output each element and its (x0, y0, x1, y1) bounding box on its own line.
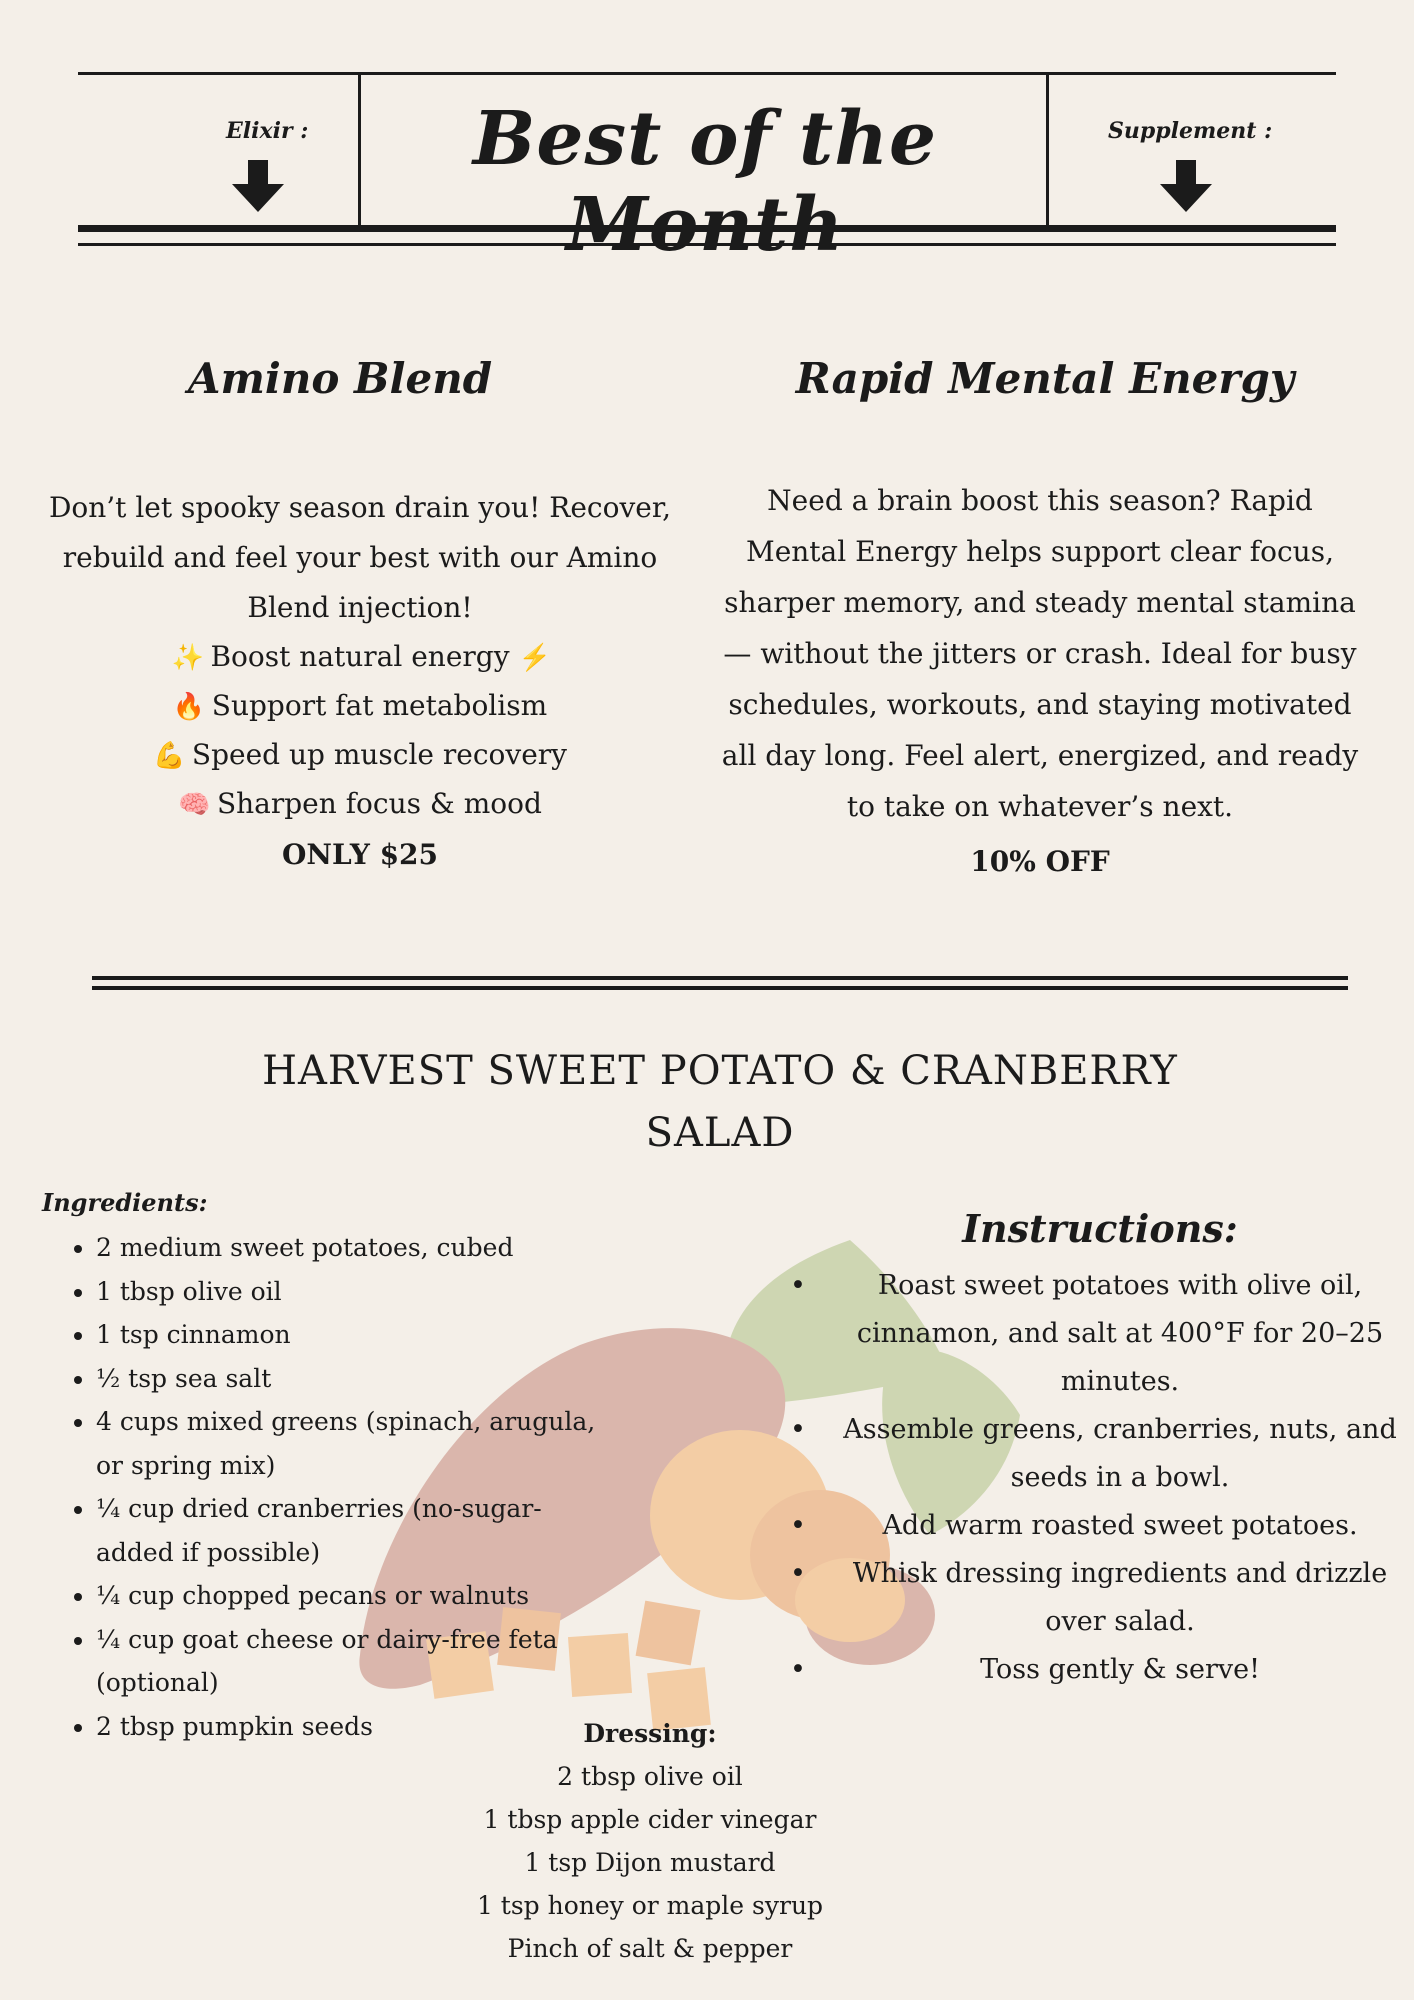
sparkles-icon: ✨ (171, 643, 204, 673)
bullet-icon: • (790, 1270, 806, 1301)
supplement-label: Supplement : (1108, 118, 1273, 144)
benefit-item (30, 682, 690, 731)
elixir-intro-line: Blend injection! (247, 591, 473, 624)
elixir-description (30, 483, 690, 881)
list-item: Pinch of salt & pepper (507, 1934, 793, 1963)
list-item: 2 tbsp olive oil (557, 1762, 743, 1791)
supplement-line: Mental Energy helps support clear focus, (746, 535, 1334, 568)
instruction-text: Toss gently & serve! (980, 1654, 1260, 1685)
list-item: 1 tsp Dijon mustard (524, 1848, 776, 1877)
list-item (790, 1502, 1410, 1550)
benefit-text: Sharpen focus & mood (216, 787, 542, 820)
dressing-heading: Dressing: (583, 1719, 717, 1748)
elixir-offer: ONLY $25 (281, 838, 439, 871)
list-item (790, 1262, 1410, 1406)
instruction-text: Roast sweet potatoes with olive oil, cinnamon, and salt at 400°F for 20–25 minutes. (856, 1270, 1384, 1397)
bullet-icon: • (790, 1510, 806, 1541)
bullet-icon: • (790, 1654, 806, 1685)
supplement-description (700, 475, 1380, 887)
brain-icon: 🧠 (178, 790, 211, 820)
benefit-text: Speed up muscle recovery (191, 738, 567, 771)
bullet-icon: • (790, 1414, 806, 1445)
down-arrow-icon (230, 158, 286, 214)
list-item: • 2 medium sweet potatoes, cubed (96, 1226, 656, 1270)
instruction-text: Whisk dressing ingredients and drizzle over salad. (852, 1558, 1388, 1637)
benefit-item (30, 780, 690, 829)
elixir-intro-line: Don’t let spooky season drain you! Recover, (48, 491, 672, 524)
instruction-text: Assemble greens, cranberries, nuts, and seeds in a bowl. (843, 1414, 1397, 1493)
instructions-heading: Instructions: (962, 1206, 1238, 1251)
list-item: • ¼ cup goat cheese or dairy-free feta (optional) (96, 1618, 596, 1705)
supplement-line: sharper memory, and steady mental stamina (724, 586, 1356, 619)
list-item: 1 tbsp apple cider vinegar (483, 1805, 817, 1834)
page-title: Best of the Month (472, 96, 938, 268)
list-item: • 4 cups mixed greens (spinach, arugula, or spring mix) (96, 1400, 596, 1487)
list-item: • 1 tsp cinnamon (96, 1313, 656, 1357)
supplement-line: Need a brain boost this season? Rapid (767, 484, 1313, 517)
recipe-title (200, 1040, 1240, 1164)
flexed-biceps-icon: 💪 (153, 741, 186, 771)
benefit-text: Boost natural energy (210, 640, 510, 673)
header-right-divider (1046, 72, 1049, 225)
list-item (790, 1550, 1410, 1646)
recipe-title-line: SALAD (645, 1110, 795, 1156)
supplement-line: all day long. Feel alert, energized, and ready (721, 739, 1359, 772)
supplement-line: schedules, workouts, and staying motivated (728, 688, 1352, 721)
section-divider-rule (92, 986, 1348, 990)
list-item: • 2 tbsp pumpkin seeds (96, 1705, 656, 1749)
dressing-section (440, 1712, 860, 1970)
ingredients-heading: Ingredients: (42, 1188, 208, 1217)
ingredients-list (58, 1226, 656, 1748)
instruction-text: Add warm roasted sweet potatoes. (882, 1510, 1358, 1541)
supplement-title: Rapid Mental Energy (795, 354, 1295, 403)
list-item (790, 1646, 1410, 1694)
instructions-list (790, 1262, 1410, 1694)
benefit-text: Support fat metabolism (211, 689, 548, 722)
list-item: • 1 tbsp olive oil (96, 1270, 656, 1314)
lightning-icon: ⚡ (518, 643, 551, 673)
elixir-title: Amino Blend (187, 354, 493, 403)
benefit-item (30, 633, 690, 682)
recipe-title-line: HARVEST SWEET POTATO & CRANBERRY (262, 1048, 1178, 1094)
elixir-label: Elixir : (226, 118, 309, 144)
section-divider-rule (92, 976, 1348, 980)
list-item: • ¼ cup chopped pecans or walnuts (96, 1574, 656, 1618)
list-item: • ¼ cup dried cranberries (no-sugar-added if possible) (96, 1487, 586, 1574)
header-top-rule (78, 72, 1336, 75)
fire-icon: 🔥 (172, 692, 206, 722)
down-arrow-icon (1158, 158, 1214, 214)
supplement-offer: 10% OFF (970, 845, 1110, 878)
list-item: • ½ tsp sea salt (96, 1357, 656, 1401)
benefit-item (30, 731, 690, 780)
list-item: 1 tsp honey or maple syrup (476, 1891, 824, 1920)
bullet-icon: • (790, 1558, 806, 1589)
supplement-line: to take on whatever’s next. (846, 790, 1234, 823)
supplement-line: — without the jitters or crash. Ideal for busy (723, 637, 1357, 670)
list-item (790, 1406, 1410, 1502)
elixir-intro-line: rebuild and feel your best with our Amino (62, 541, 658, 574)
header-left-divider (358, 72, 361, 225)
